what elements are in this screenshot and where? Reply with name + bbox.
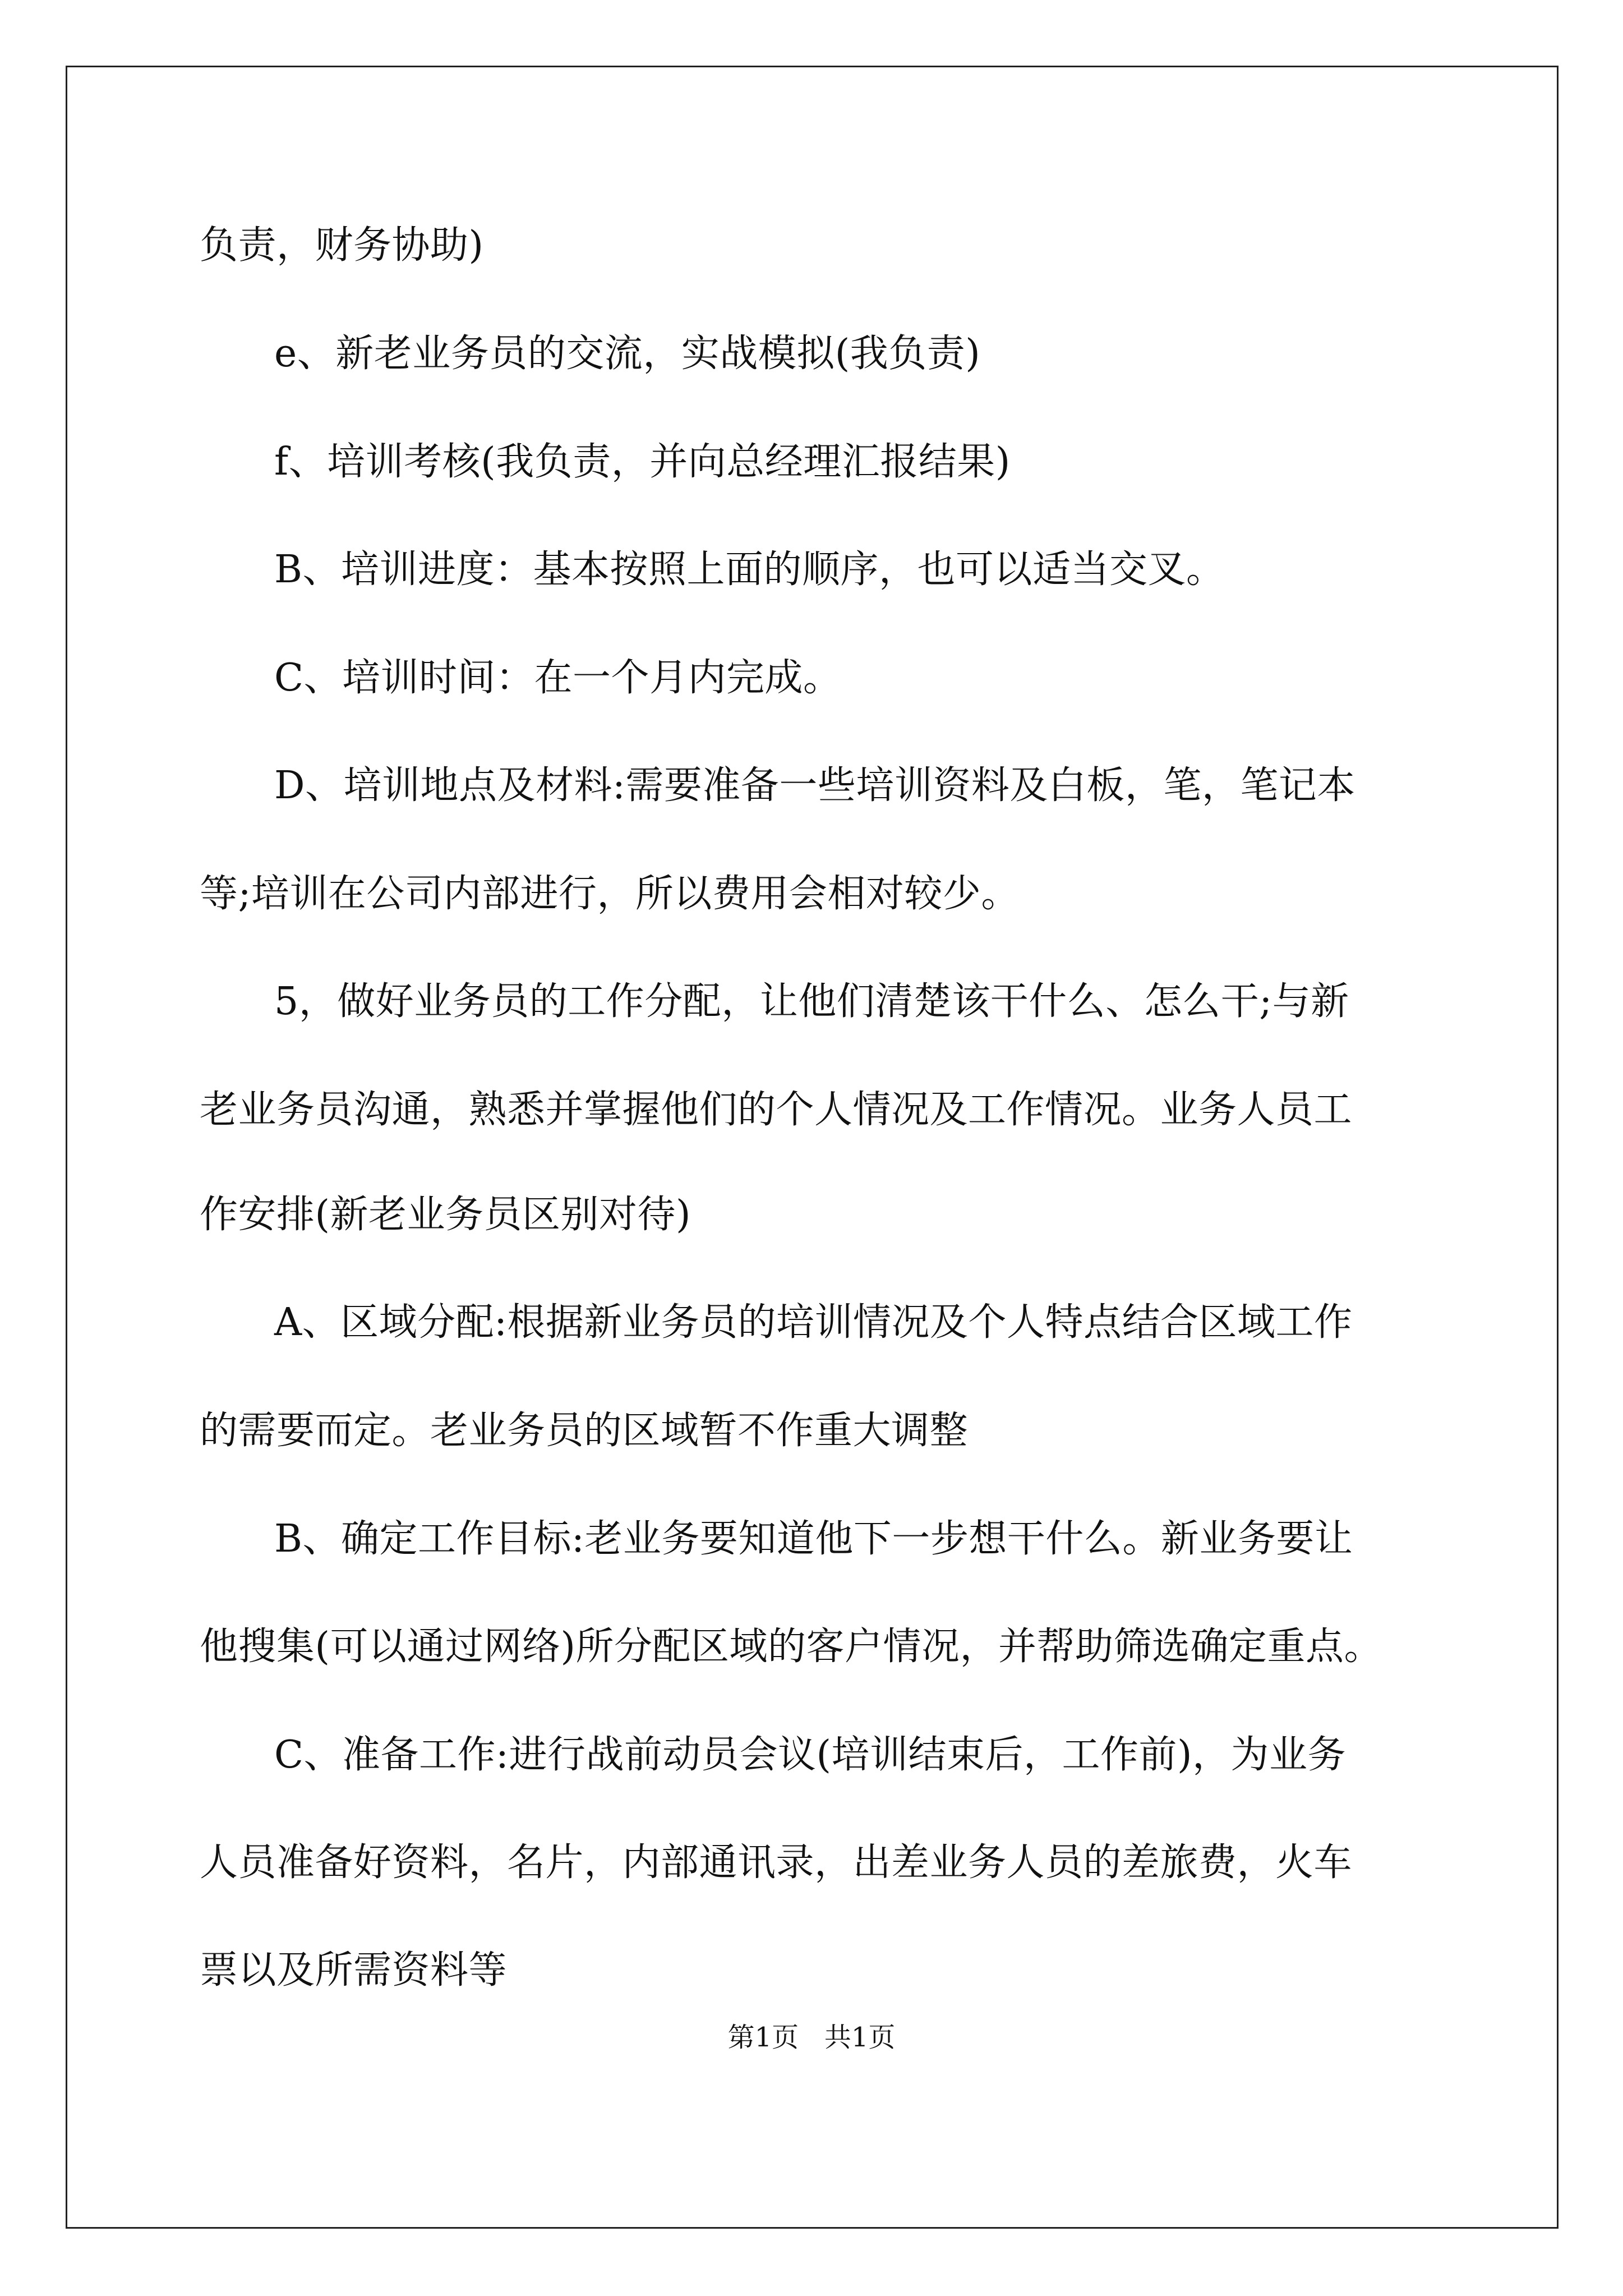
text-line-12: 的需要而定。老业务员的区域暂不作重大调整 [200,1409,969,1453]
text-line-9: 老业务员沟通，熟悉并掌握他们的个人情况及工作情况。业务人员工 [200,1088,1353,1132]
text-line-2: e、新老业务员的交流，实战模拟(我负责) [274,332,981,376]
text-line-6: D、培训地点及材料:需要准备一些培训资料及白板，笔，笔记本 [274,763,1355,808]
text-line-10: 作安排(新老业务员区别对待) [200,1193,691,1237]
text-line-14: 他搜集(可以通过网络)所分配区域的客户情况，并帮助筛选确定重点。 [200,1625,1383,1669]
text-line-5: C、培训时间：在一个月内完成。 [274,656,842,700]
text-line-15: C、准备工作:进行战前动员会议(培训结束后，工作前)，为业务 [274,1733,1346,1777]
page-number-footer: 第1页 共1页 [727,2022,896,2053]
text-line-1: 负责，财务协助) [200,223,484,268]
text-line-7: 等;培训在公司内部进行，所以费用会相对较少。 [200,872,1020,916]
text-line-8: 5，做好业务员的工作分配，让他们清楚该干什么、怎么干;与新 [274,979,1349,1024]
text-line-16: 人员准备好资料，名片，内部通讯录，出差业务人员的差旅费，火车 [200,1841,1353,1885]
text-line-3: f、培训考核(我负责，并向总经理汇报结果) [274,440,1011,484]
text-line-4: B、培训进度：基本按照上面的顺序，也可以适当交叉。 [274,547,1225,592]
text-line-17: 票以及所需资料等 [200,1948,508,1993]
text-line-13: B、确定工作目标:老业务要知道他下一步想干什么。新业务要让 [274,1517,1353,1561]
page-border [66,66,1559,2229]
text-line-11: A、区域分配:根据新业务员的培训情况及个人特点结合区域工作 [274,1300,1353,1345]
